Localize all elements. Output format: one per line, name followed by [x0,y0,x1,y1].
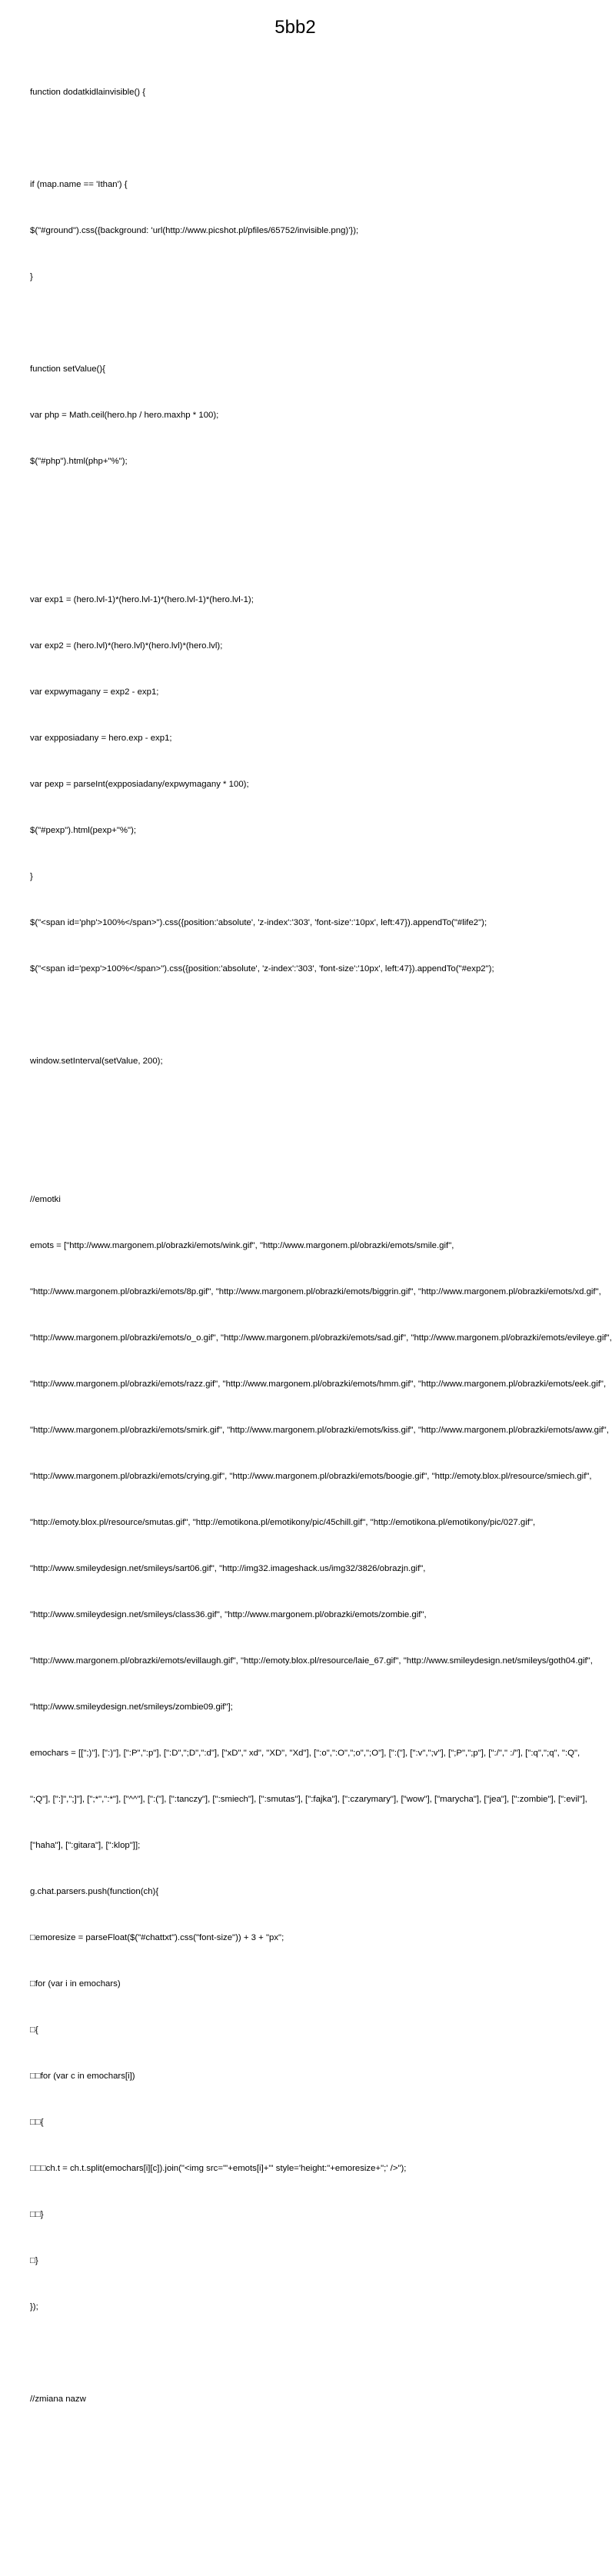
code-line [30,546,587,561]
code-line: var expwymagany = exp2 - exp1; [30,687,159,697]
code-line: var expposiadany = hero.exp - exp1; [30,734,172,743]
code-line: $("#pexp").html(pexp+"%"); [30,826,137,835]
code-line: window.setInterval(setValue, 200); [30,1057,163,1066]
code-line: "http://www.margonem.pl/obrazki/emots/8p.gif", "http://www.margonem.pl/obrazki/emots/biggrin.gif", "http://www.margonem.pl/obrazki/emots/xd.gif", [30,1287,601,1296]
code-line: □for (var i in emochars) [30,1979,121,1989]
code-line: //zmiana nazw [30,2395,86,2404]
code-line: //emotki [30,1195,61,1204]
code-line: □□for (var c in emochars[i]) [30,2072,135,2081]
code-line: $("#ground").css({background: 'url(http://www.picshot.pl/pfiles/65752/invisible.png)'}); [30,226,359,235]
code-line: "http://emoty.blox.pl/resource/smutas.gif", "http://emotikona.pl/emotikony/pic/45chill.gif", "http://emotikona.pl/emotikony/pic/027.gif", [30,1518,536,1527]
code-line: "http://www.smileydesign.net/smileys/zombie09.gif"]; [30,1702,233,1712]
code-line [30,315,587,331]
code-line: emochars = [[";)"], [":)"], [":P",":p"], [":D",";D",":d"], ["xD"," xd", "XD", "Xd"], [":o",":O",";o",";O"], [":("], [":v",";v"], [";P",";p"], [":/"," :/"], [":q",";q", ":Q", [30,1749,580,1758]
code-line: "http://www.margonem.pl/obrazki/emots/smirk.gif", "http://www.margonem.pl/obrazki/emots/kiss.gif", "http://www.margonem.pl/obrazki/emots/aww.gif", [30,1426,609,1435]
code-line: $("<span id='pexp'>100%</span>").css({position:'absolute', 'z-index':'303', 'font-size':'10px', left:47}).appendTo("#exp2"); [30,964,494,973]
code-line: "http://www.margonem.pl/obrazki/emots/razz.gif", "http://www.margonem.pl/obrazki/emots/hmm.gif", "http://www.margonem.pl/obrazki/emots/eek.gif", [30,1380,607,1389]
code-line: function dodatkidlainvisible() { [30,88,146,97]
code-line: } [30,872,33,881]
code-line: $("#php").html(php+"%"); [30,457,128,466]
document-title: 5bb2 [274,17,316,38]
code-line: var pexp = parseInt(expposiadany/expwymagany * 100); [30,780,249,789]
code-line: □□} [30,2210,44,2219]
code-line: var php = Math.ceil(hero.hp / hero.maxhp * 100); [30,411,219,420]
code-line [30,1007,587,1023]
code-line: "http://www.smileydesign.net/smileys/class36.gif", "http://www.margonem.pl/obrazki/emots/zombie.gif", [30,1610,427,1619]
code-line: $("<span id='php'>100%</span>").css({position:'absolute', 'z-index':'303', 'font-size':'10px', left:47}).appendTo("#life2"); [30,918,487,927]
code-line: □{ [30,2025,38,2035]
code-line: □□{ [30,2118,44,2127]
code-line: }); [30,2302,38,2311]
code-line: g.chat.parsers.push(function(ch){ [30,1887,159,1896]
code-line: □emoresize = parseFloat($("#chattxt").css("font-size")) + 3 + "px"; [30,1933,284,1942]
code-line: emots = ["http://www.margonem.pl/obrazki/emots/wink.gif", "http://www.margonem.pl/obrazki/emots/smile.gif", [30,1241,454,1250]
code-line: "http://www.smileydesign.net/smileys/sart06.gif", "http://img32.imageshack.us/img32/3826/obrazjn.gif", [30,1564,426,1573]
code-line: "http://www.margonem.pl/obrazki/emots/o_o.gif", "http://www.margonem.pl/obrazki/emots/sad.gif", "http://www.margonem.pl/obrazki/emots/evileye.gif", [30,1333,612,1343]
code-line [30,131,587,146]
code-line [30,1100,587,1115]
code-line: function setValue(){ [30,364,105,374]
code-listing [30,54,612,2576]
code-line: □□□ch.t = ch.t.split(emochars[i][c]).join("<img src='"+emots[i]+"' style='height:"+emoresize+";' />"); [30,2164,407,2173]
code-line: ["haha"], [":gitara"], [":klop"]]; [30,1841,141,1850]
code-line [30,1146,587,1161]
code-line: } [30,272,33,281]
code-line [30,2438,587,2453]
code-line: ";Q"], [":]",";]"], [";*",":*"], ["^^"], [":("], [":tanczy"], [":smiech"], [":smutas"], [":fajka"], [":czarymary"], ["wow"], ["marycha"], ["jea"], [":zombie"], [":evil"], [30,1795,587,1804]
code-line: var exp2 = (hero.lvl)*(hero.lvl)*(hero.lvl)*(hero.lvl); [30,641,223,651]
code-line: if (map.name == 'Ithan') { [30,180,128,189]
code-line [30,2530,587,2545]
code-line [30,2345,587,2361]
code-line: "http://www.margonem.pl/obrazki/emots/crying.gif", "http://www.margonem.pl/obrazki/emots/boogie.gif", "http://emoty.blox.pl/resource/smiech.gif", [30,1472,592,1481]
code-line: □} [30,2256,38,2265]
code-line [30,500,587,515]
code-line: var exp1 = (hero.lvl-1)*(hero.lvl-1)*(hero.lvl-1)*(hero.lvl-1); [30,595,254,604]
code-line [30,2484,587,2499]
code-line: "http://www.margonem.pl/obrazki/emots/evillaugh.gif", "http://emoty.blox.pl/resource/laie_67.gif", "http://www.smileydesign.net/smileys/goth04.gif", [30,1656,593,1666]
